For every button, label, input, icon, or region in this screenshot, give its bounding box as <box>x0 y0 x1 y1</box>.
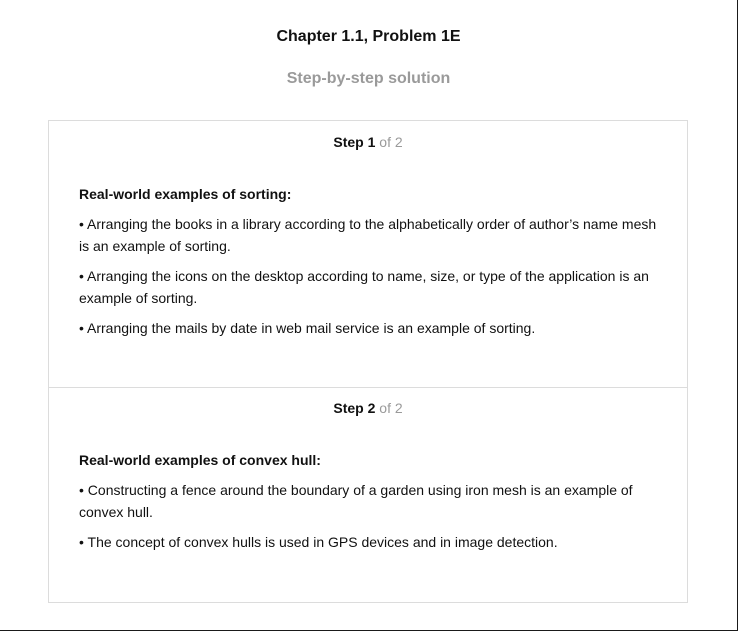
step-section-2 <box>49 387 687 603</box>
step-body <box>79 183 657 346</box>
step-label: Step <box>333 400 364 416</box>
step-number: 2 <box>367 400 376 416</box>
step-bullet: • The concept of convex hulls is used in GPS devices and in image detection. <box>79 533 558 550</box>
step-number: 1 <box>367 134 376 150</box>
step-total: of 2 <box>379 134 403 150</box>
step-bullet: • Arranging the mails by date in web mail service is an example of sorting. <box>79 319 536 336</box>
page-subtitle: Step-by-step solution <box>286 70 451 87</box>
step-header <box>49 400 687 416</box>
step-label: Step <box>333 134 364 150</box>
step-total: of 2 <box>379 400 403 416</box>
step-bullet: • Arranging the icons on the desktop according to name, size, or type of the application is an example of sorting. <box>79 267 649 306</box>
step-heading: Real-world examples of sorting: <box>79 186 292 202</box>
step-bullet: • Arranging the books in a library according to the alphabetically order of author’s name mesh is an example of sorting. <box>79 215 657 254</box>
solution-card <box>48 120 688 603</box>
step-bullet: • Constructing a fence around the boundary of a garden using iron mesh is an example of convex hull. <box>79 481 633 520</box>
step-body <box>79 449 657 560</box>
step-section-1 <box>49 121 687 388</box>
step-heading: Real-world examples of convex hull: <box>79 452 321 468</box>
page-title: Chapter 1.1, Problem 1E <box>276 28 461 45</box>
step-header <box>49 134 687 150</box>
